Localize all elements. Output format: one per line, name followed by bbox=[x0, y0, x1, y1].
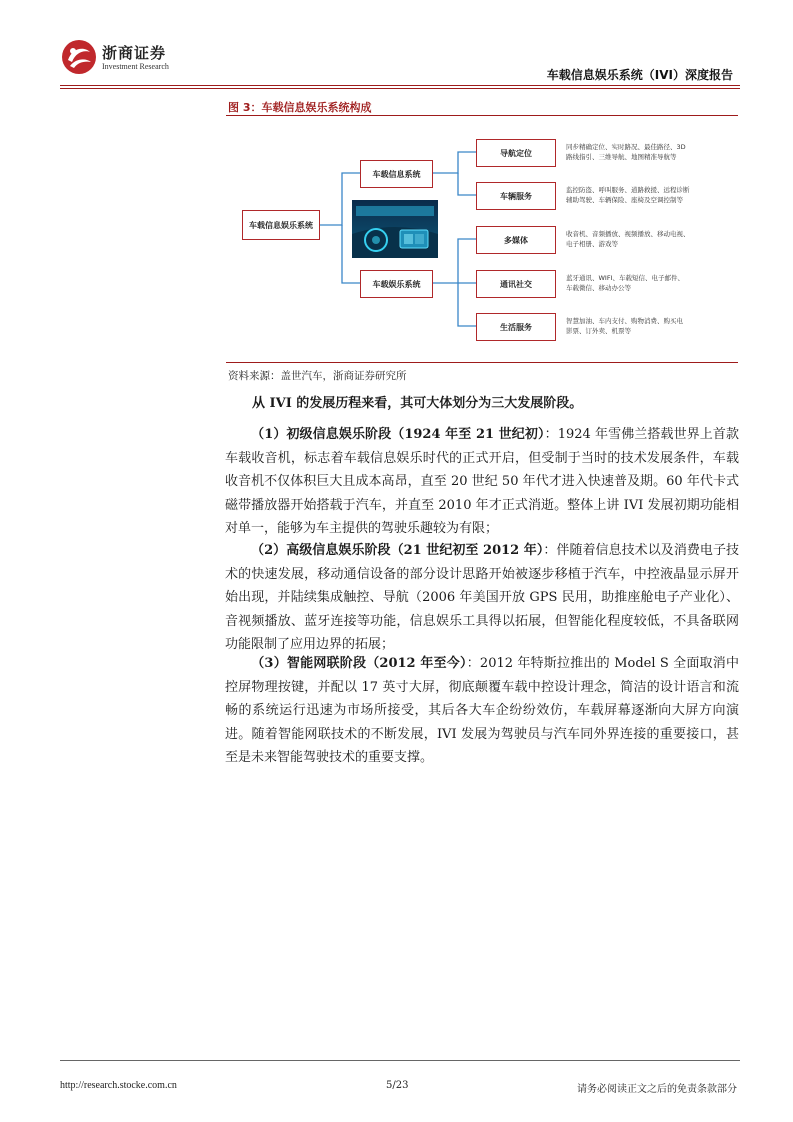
root-label: 车载信息娱乐系统 bbox=[249, 220, 313, 230]
paragraph-text: ：2012 年特斯拉推出的 Model S 全面取消中控屏物理按键，并配以 17 英寸大屏，彻底颠覆车载中控设计理念，简洁的设计语言和流畅的系统运行迅速为市场所接受，其后各大车企纷纷效仿，车载屏幕逐渐向大屏方向演进。随着智能网联技术的不断发展，IVI 发展为驾驶员与汽车同外界连接的重要接口，甚至是未来智能驾驶技术的重要支撑。 bbox=[225, 656, 739, 765]
diagram-branch-info bbox=[360, 160, 433, 188]
paragraph-text: ：1924 年雪佛兰搭载世界上首款车载收音机，标志着车载信息娱乐时代的正式开启，但受制于当时的技术发展条件，车载收音机不仅体积巨大且成本高昂，直至 20 世纪 50 年代才进入快速普及期。60 年代卡式磁带播放器开始搭载于汽车，并直至 2010 年才正式消逝。整体上讲 IVI 发展初期功能相对单一，能够为车主提供的驾驶乐趣较为有限； bbox=[225, 427, 740, 536]
leaf-label: 车辆服务 bbox=[500, 191, 532, 201]
section-intro: 从 IVI 的发展历程来看，其可大体划分为三大发展阶段。 bbox=[252, 396, 583, 411]
branch-label: 车载信息系统 bbox=[372, 169, 421, 179]
paragraph-lead: （1）初级信息娱乐阶段（1924 年至 21 世纪初） bbox=[251, 427, 545, 442]
leaf-description: 监控防盗、呼叫服务、道路救援、远程诊断 辅助驾驶、车辆保险、座椅及空调控制等 bbox=[566, 186, 690, 204]
leaf-label: 多媒体 bbox=[504, 235, 528, 245]
figure-caption: 图 3：车载信息娱乐系统构成 bbox=[228, 101, 372, 114]
paragraph-stage-3 bbox=[225, 652, 739, 770]
logo-emblem-icon bbox=[60, 38, 98, 76]
header-divider bbox=[60, 85, 740, 86]
leaf-label: 导航定位 bbox=[500, 148, 532, 158]
page-number: 5/23 bbox=[386, 1080, 409, 1091]
logo-text-en: Investment Research bbox=[102, 62, 169, 71]
leaf-description: 智慧加油、车内支付、购物消费、购买电 影票、订外卖、机票等 bbox=[566, 317, 683, 335]
diagram-leaf-vehicle-services bbox=[476, 182, 556, 210]
car-cockpit-illustration bbox=[352, 200, 438, 258]
branch-label: 车载娱乐系统 bbox=[372, 279, 421, 289]
footer-divider bbox=[60, 1060, 740, 1061]
footer-disclaimer: 请务必阅读正文之后的免责条款部分 bbox=[577, 1084, 737, 1095]
footer-url-link[interactable]: http://research.stocke.com.cn bbox=[60, 1080, 177, 1091]
figure-top-rule bbox=[226, 115, 738, 116]
leaf-description: 收音机、音频播放、视频播放、移动电视、 电子相册、游戏等 bbox=[566, 230, 690, 248]
figure-source: 资料来源：盖世汽车，浙商证券研究所 bbox=[228, 370, 407, 382]
leaf-label: 生活服务 bbox=[500, 322, 532, 332]
architecture-diagram bbox=[226, 118, 738, 360]
diagram-leaf-multimedia bbox=[476, 226, 556, 254]
company-logo bbox=[60, 38, 220, 78]
leaf-description: 同步精确定位、实时路况、最佳路径、3D 路线指引、三维导航、地图精准导航等 bbox=[566, 143, 686, 161]
diagram-leaf-navigation bbox=[476, 139, 556, 167]
figure-bottom-rule bbox=[226, 362, 738, 363]
paragraph-lead: （2）高级信息娱乐阶段（21 世纪初至 2012 年） bbox=[251, 543, 544, 558]
diagram-branch-entertainment bbox=[360, 270, 433, 298]
paragraph-stage-2 bbox=[225, 539, 739, 657]
leaf-label: 通讯社交 bbox=[500, 279, 532, 289]
report-title: 车载信息娱乐系统（IVI）深度报告 bbox=[546, 68, 733, 82]
diagram-root-node bbox=[242, 210, 320, 240]
paragraph-lead: （3）智能网联阶段（2012 年至今） bbox=[251, 656, 467, 671]
diagram-leaf-life-services bbox=[476, 313, 556, 341]
header-divider-thin bbox=[60, 88, 740, 89]
logo-text-cn: 浙商证券 bbox=[102, 44, 167, 62]
paragraph-stage-1 bbox=[225, 423, 739, 541]
leaf-description: 蓝牙通讯、WIFI、车载短信、电子邮件、 车载微信、移动办公等 bbox=[566, 274, 684, 292]
paragraph-text: ：伴随着信息技术以及消费电子技术的快速发展，移动通信设备的部分设计思路开始被逐步移植于汽车，中控液晶显示屏开始出现，并陆续集成触控、导航（2006 年美国开放 GPS 民用，助推座舱电子产业化）、音视频播放、蓝牙连接等功能，信息娱乐工具得以拓展，但智能化程度较低，不具备联网功能限制了应用边界的拓展； bbox=[225, 543, 739, 652]
diagram-leaf-communication bbox=[476, 270, 556, 298]
